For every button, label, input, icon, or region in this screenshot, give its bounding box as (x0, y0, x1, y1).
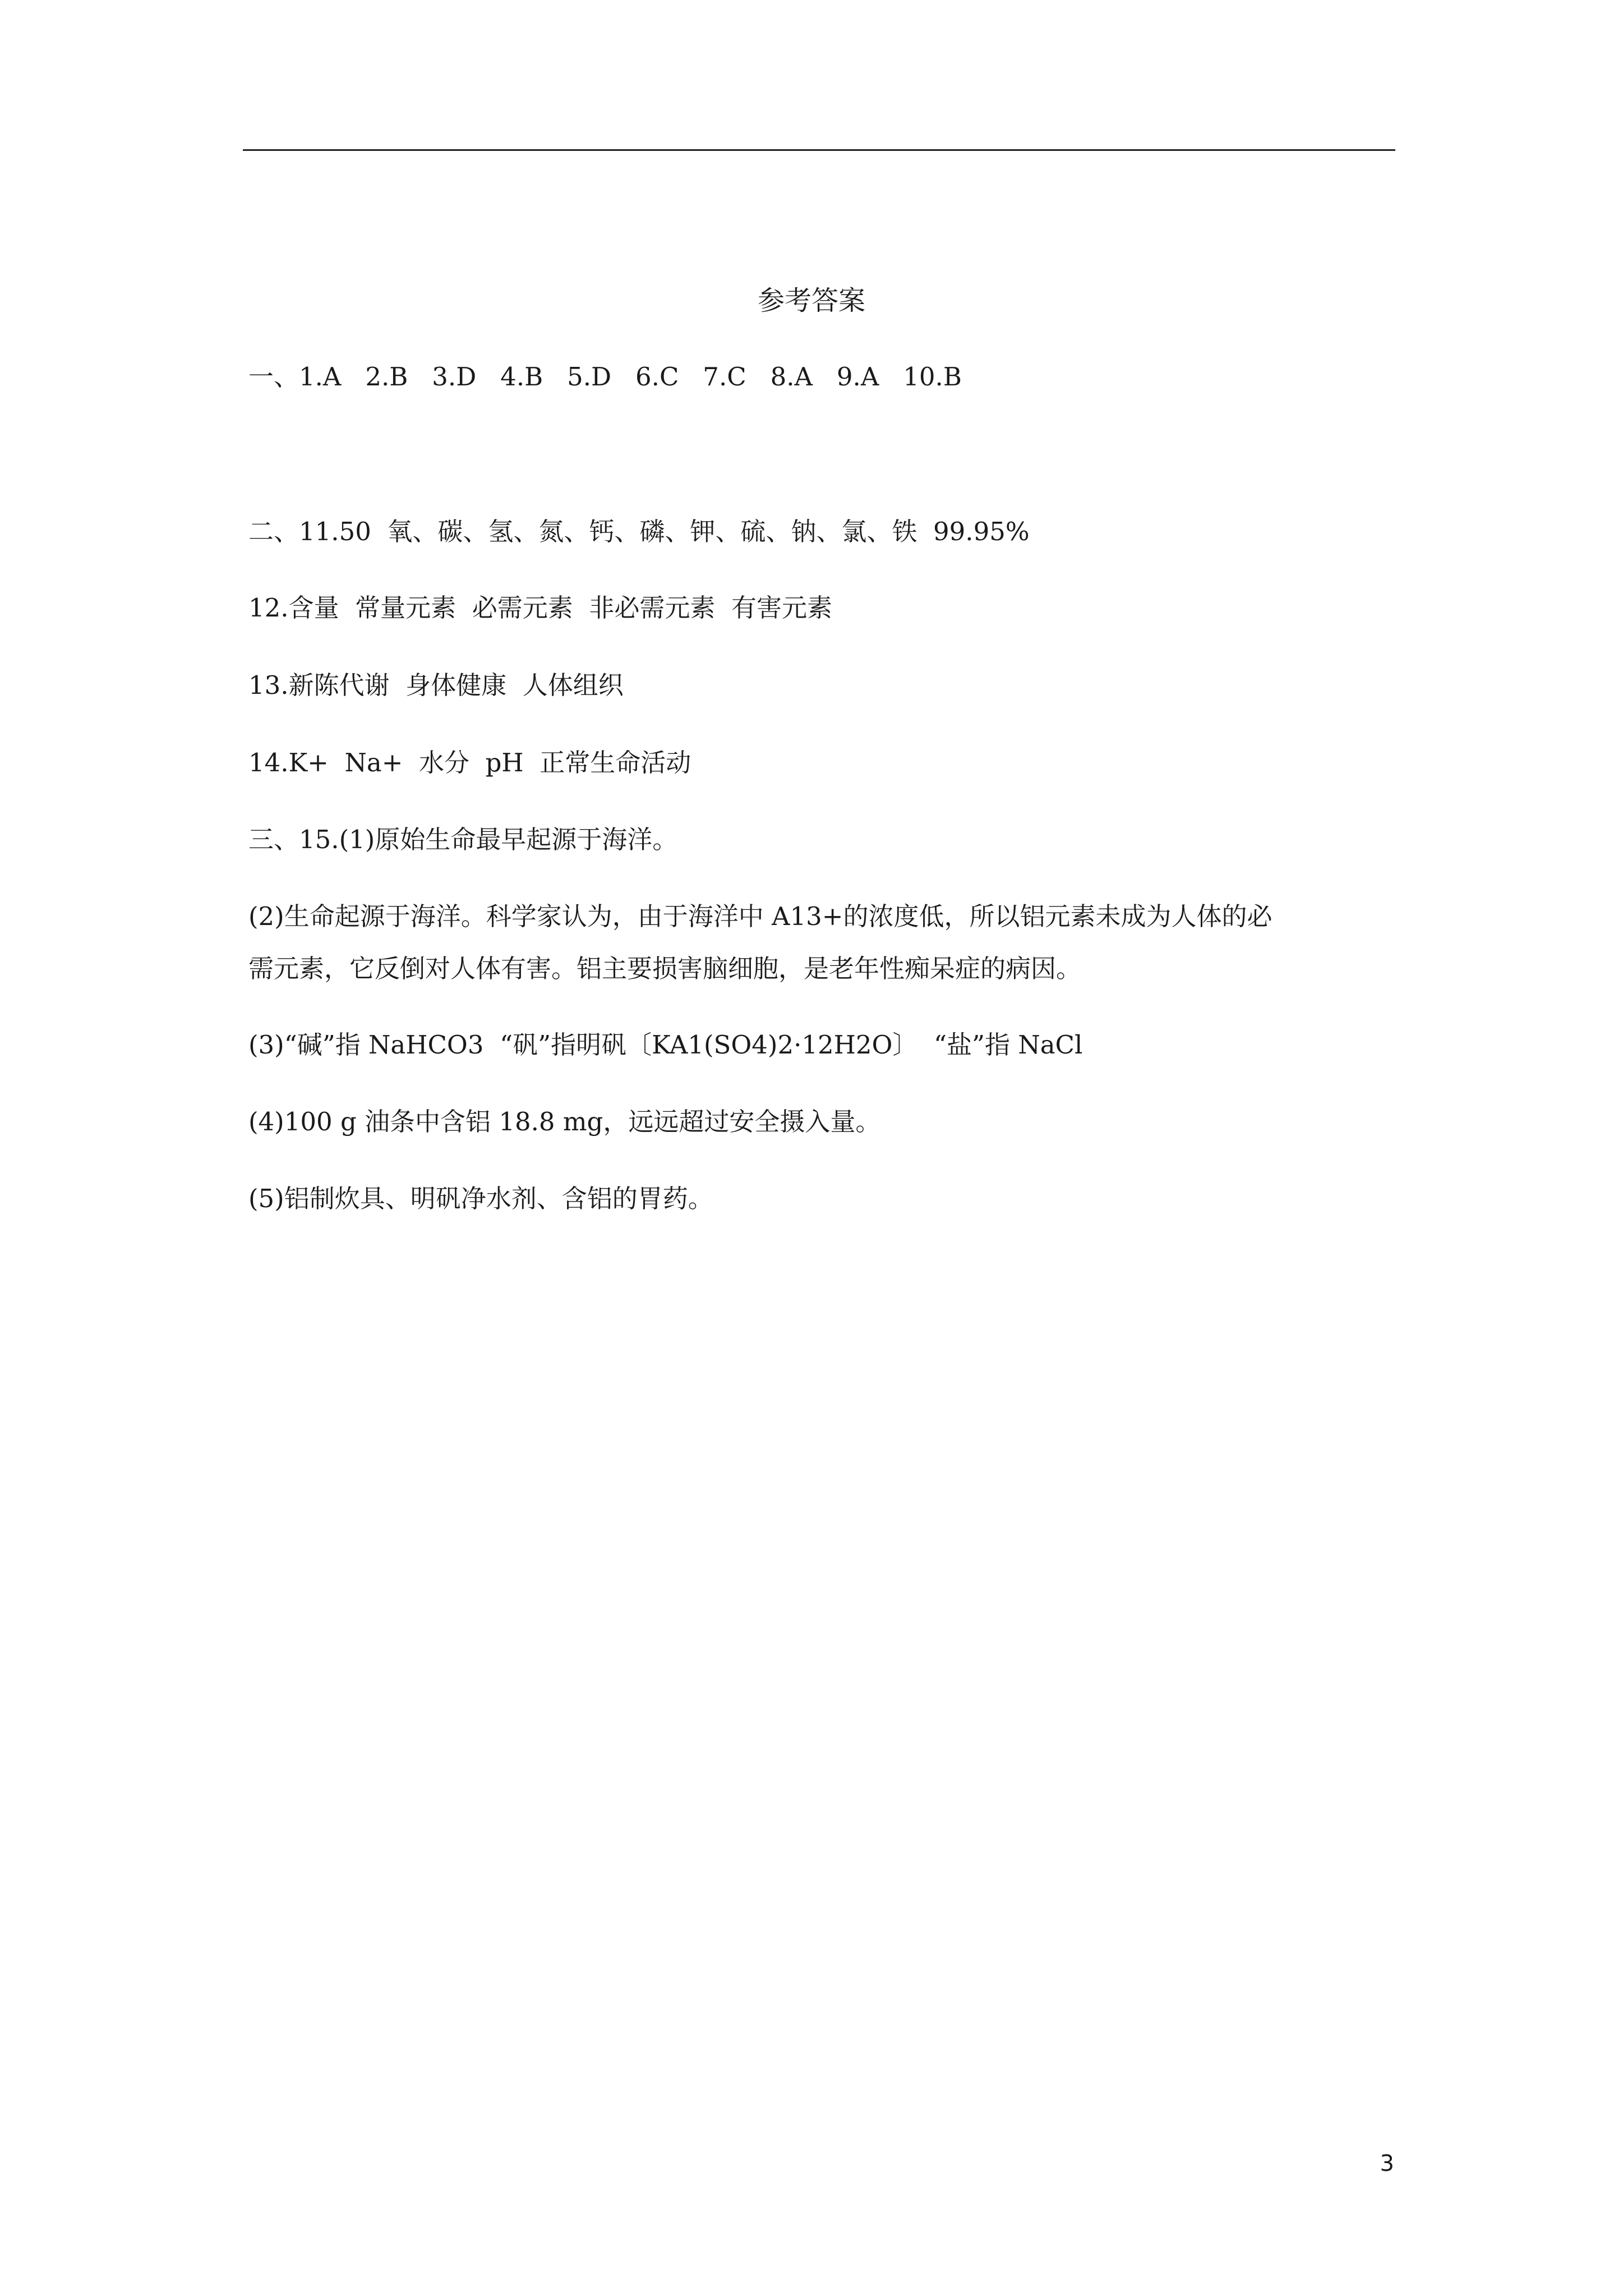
answer-line-8: 需元素，它反倒对人体有害。铝主要损害脑细胞，是老年性痴呆症的病因。 (248, 954, 1082, 983)
answer-line-5: 14.K+ Na+ 水分 pH 正常生命活动 (248, 748, 691, 777)
answer-line-9: (3)“碱”指 NaHCO3 “矾”指明矾〔KA1(SO4)2·12H2O〕 “盐”指 NaCl (248, 1030, 1083, 1060)
answer-line-10: (4)100 g 油条中含铝 18.8 mg，远远超过安全摄入量。 (248, 1107, 881, 1137)
answer-line-4: 13.新陈代谢 身体健康 人体组织 (248, 670, 624, 700)
page-number: 3 (1380, 2151, 1394, 2177)
answer-line-7: (2)生命起源于海洋。科学家认为，由于海洋中 A13+的浓度低，所以铝元素未成为人体的必 (248, 901, 1272, 931)
answer-line-11: (5)铝制炊具、明矾净水剂、含铝的胃药。 (248, 1184, 713, 1213)
answer-line-2: 二、11.50 氧、碳、氢、氮、钙、磷、钾、硫、钠、氯、铁 99.95% (248, 517, 1030, 546)
answer-line-6: 三、15.(1)原始生命最早起源于海洋。 (248, 825, 678, 854)
header-rule (243, 149, 1395, 151)
answer-line-1: 一、1.A 2.B 3.D 4.B 5.D 6.C 7.C 8.A 9.A 10.B (248, 362, 962, 392)
answer-line-3: 12.含量 常量元素 必需元素 非必需元素 有害元素 (248, 593, 832, 623)
document-title: 参考答案 (757, 285, 865, 316)
